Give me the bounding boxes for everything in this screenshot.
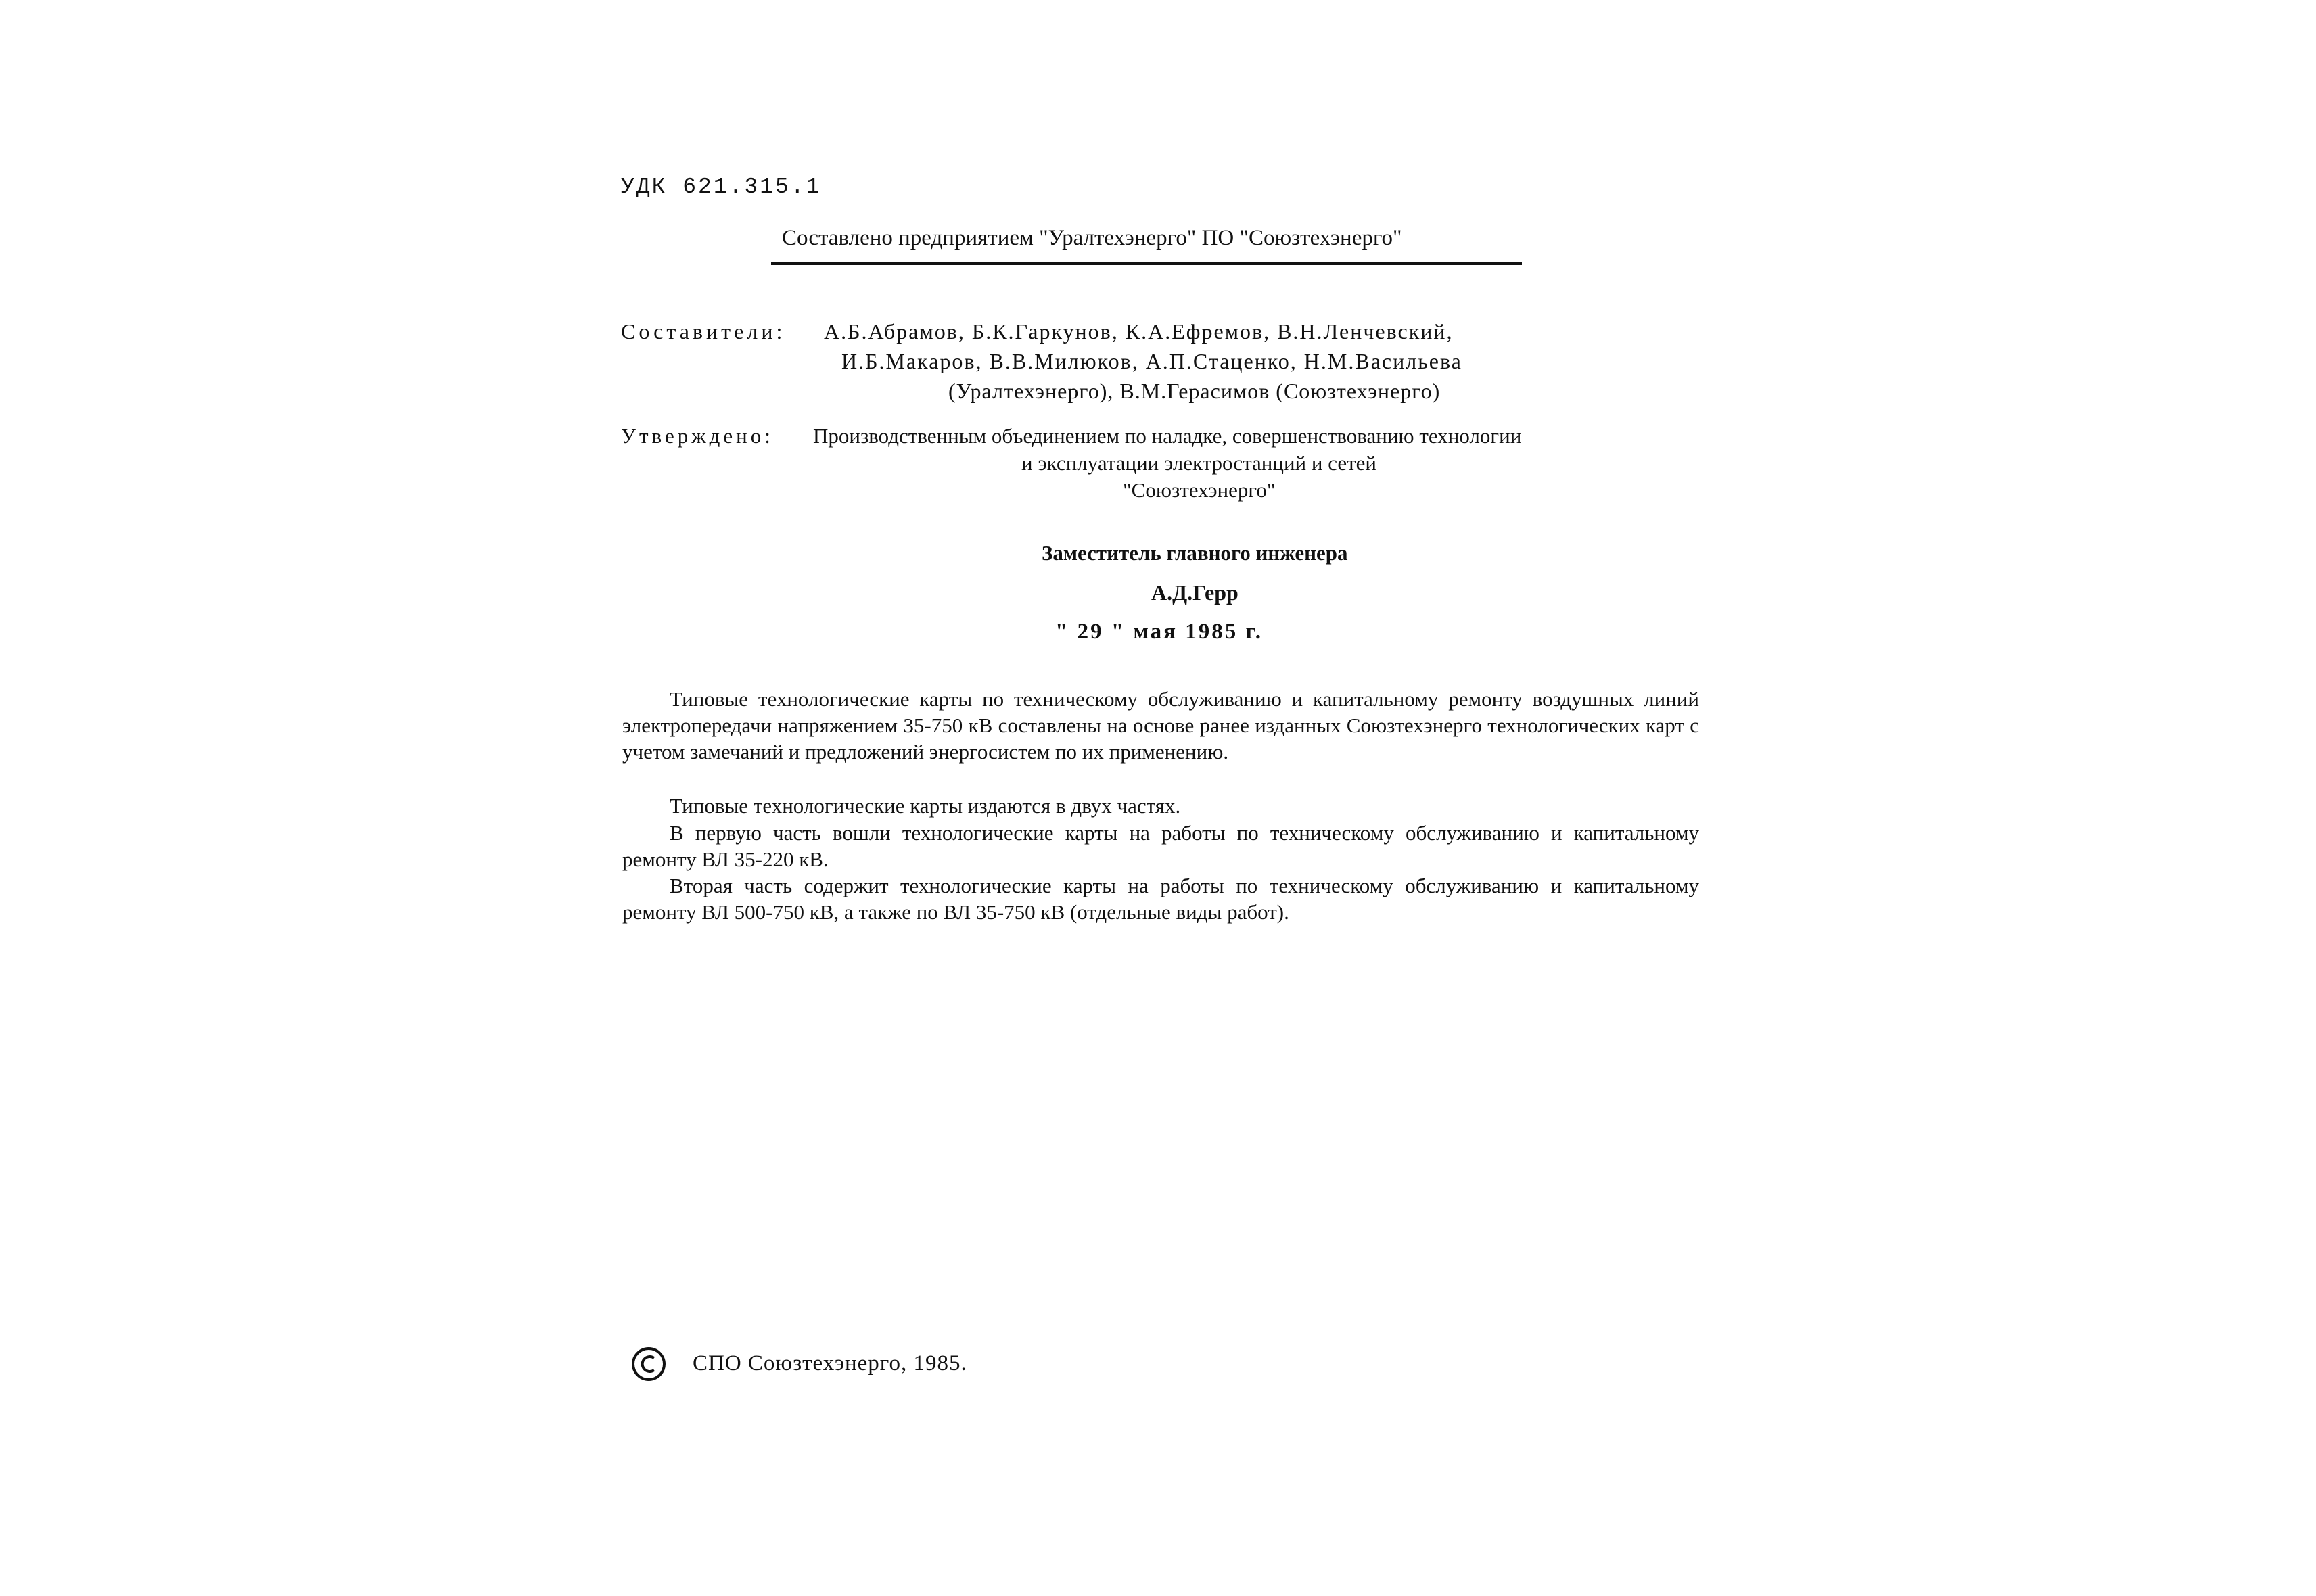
authors-line-3: (Уралтехэнерго), В.М.Герасимов (Союзтехэнерго) bbox=[948, 379, 1441, 403]
approval-line-3: "Союзтехэнерго" bbox=[1123, 478, 1276, 502]
authors-line-1: А.Б.Абрамов, Б.К.Гаркунов, К.А.Ефремов, В.Н.Ленчевский, bbox=[824, 319, 1454, 344]
approval-line-1: Производственным объединением по наладке, совершенствованию технологии bbox=[813, 424, 1522, 448]
approver-position: Заместитель главного инженера bbox=[1042, 541, 1348, 565]
approval-date: " 29 " мая 1985 г. bbox=[1055, 619, 1264, 644]
body-paragraph: Типовые технологические карты по техническому обслуживанию и капитальному ремонту воздушных линий электропередачи напряжением 35-750 кВ составлены на основе ранее изданных Союзтехэнерго технологических карт с учетом замечаний и предложений энергосистем по их применению. bbox=[622, 687, 1699, 764]
approval-line-2: и эксплуатации электростанций и сетей bbox=[1021, 451, 1377, 475]
copyright-text: СПО Союзтехэнерго, 1985. bbox=[693, 1351, 967, 1376]
body-paragraph: Типовые технологические карты издаются в двух частях. bbox=[670, 794, 1181, 818]
approval-label: Утверждено: bbox=[621, 424, 774, 448]
approver-name: А.Д.Герр bbox=[1151, 580, 1238, 605]
udk-code: УДК 621.315.1 bbox=[621, 174, 822, 200]
compiled-by-line: Составлено предприятием "Уралтехэнерго" ПО "Союзтехэнерго" bbox=[782, 226, 1402, 250]
copyright-icon bbox=[630, 1346, 667, 1382]
authors-block bbox=[621, 316, 1462, 403]
authors-line-2: И.Б.Макаров, В.В.Милюков, А.П.Стаценко, Н.М.Васильева bbox=[841, 349, 1462, 373]
approval-block bbox=[621, 423, 1522, 502]
authors-label: Составители: bbox=[621, 319, 786, 344]
body-paragraph: В первую часть вошли технологические карты на работы по техническому обслуживанию и капитальному ремонту ВЛ 35-220 кВ. bbox=[622, 821, 1699, 871]
compiled-by-underline bbox=[771, 262, 1522, 265]
body-paragraph: Вторая часть содержит технологические карты на работы по техническому обслуживанию и капитальному ремонту ВЛ 500-750 кВ, а также по ВЛ 35-750 кВ (отдельные виды работ). bbox=[622, 874, 1699, 924]
